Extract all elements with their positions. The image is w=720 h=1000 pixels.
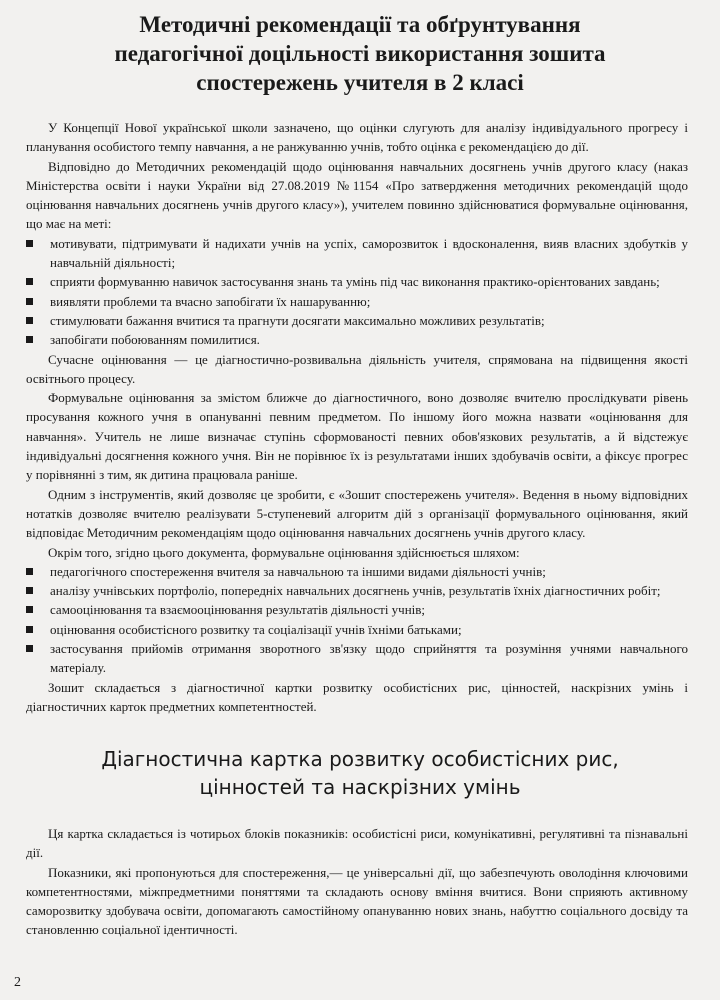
list-item: застосування прийомів отримання зворотного зв'язку щодо сприйняття та розуміння учнями навчального матеріалу.	[26, 639, 688, 678]
square-bullet-icon	[26, 568, 33, 575]
paragraph-notebook-structure: Зошит складається з діагностичної картки розвитку особистісних рис, цінностей, наскрізних умінь і діагностичних карток предметних компетентностей.	[26, 679, 688, 714]
square-bullet-icon	[26, 626, 33, 633]
list-item: сприяти формуванню навичок застосування знань та умінь під час виконання практико-орієнтованих завдань;	[26, 272, 688, 291]
page-title	[30, 10, 690, 97]
methods-list	[26, 562, 688, 678]
square-bullet-icon	[26, 606, 33, 613]
title-line-2: педагогічної доцільності використання зошита	[114, 41, 606, 66]
page-number: 2	[14, 975, 21, 990]
paragraph-notebook: Одним з інструментів, який дозволяє це зробити, є «Зошит спостережень учителя». Ведення в ньому відповідних нотатків дозволяє вчителю реалізувати 5-ступеневий алгоритм дій з організації формувального оцінювання, який відповідає Методичним рекомендаціям щодо оцінювання навчальних досягнень учнів другого класу.	[26, 486, 688, 541]
square-bullet-icon	[26, 317, 33, 324]
section-diagnostic-card	[26, 824, 688, 940]
subtitle-line-1: Діагностична картка розвитку особистісних рис,	[101, 747, 619, 771]
paragraph-recommendations: Відповідно до Методичних рекомендацій щодо оцінювання навчальних досягнень учнів другого класу (наказ Міністерства освіти і науки України від 27.08.2019 №1154 «Про затвердження методичних рекомендацій щодо оцінювання навчальних досягнень учнів другого класу»), учителем повинно здійснюватися формувальне оцінювання, що має на меті:	[26, 158, 688, 232]
title-line-1: Методичні рекомендації та обґрунтування	[139, 12, 581, 37]
square-bullet-icon	[26, 645, 33, 652]
list-item: виявляти проблеми та вчасно запобігати їх нашаруванню;	[26, 292, 688, 311]
goals-list	[26, 234, 688, 350]
title-line-3: спостережень учителя в 2 класі	[196, 70, 524, 95]
list-item: самооцінювання та взаємооцінювання результатів діяльності учнів;	[26, 600, 688, 619]
square-bullet-icon	[26, 298, 33, 305]
square-bullet-icon	[26, 336, 33, 343]
list-item: аналізу учнівських портфоліо, попередніх навчальних досягнень учнів, результатів їхніх діагностичних робіт;	[26, 581, 688, 600]
list-item: запобігати побоюванням помилитися.	[26, 330, 688, 349]
paragraph-methods-intro: Окрім того, згідно цього документа, формувальне оцінювання здійснюється шляхом:	[48, 544, 520, 560]
square-bullet-icon	[26, 240, 33, 247]
paragraph-modern-assessment: Сучасне оцінювання — це діагностично-розвивальна діяльність учителя, спрямована на підвищення якості освітнього процесу.	[26, 351, 688, 386]
subtitle-line-2: цінностей та наскрізних умінь	[199, 775, 521, 799]
list-item: стимулювати бажання вчитися та прагнути досягати максимально можливих результатів;	[26, 311, 688, 330]
paragraph-concept: У Концепції Нової української школи зазначено, що оцінки слугують для аналізу індивідуального прогресу і планування особистого темпу навчання, а не ранжуванню учнів, тобто оцінка є рекомендацією до дії.	[26, 120, 688, 155]
list-item: педагогічного спостереження вчителя за навчальною та іншими видами діяльності учнів;	[26, 562, 688, 581]
list-item: мотивувати, підтримувати й надихати учнів на успіх, саморозвиток і вдосконалення, вияв власних здобутків у навчальній діяльності;	[26, 234, 688, 273]
list-item: оцінювання особистісного розвитку та соціалізації учнів їхніми батьками;	[26, 620, 688, 639]
square-bullet-icon	[26, 278, 33, 285]
section-methodology	[26, 118, 688, 716]
square-bullet-icon	[26, 587, 33, 594]
paragraph-formative-assessment: Формувальне оцінювання за змістом ближче до діагностичного, воно дозволяє вчителю прослідкувати рівень просування кожного учня в опануванні певним предметом. По іншому його можна назвати «оцінювання для навчання». Учитель не лише визначає ступінь сформованості певних обов'язкових результатів, а й відстежує індивідуальні досягнення кожного учня. Він не порівнює їх із результатами інших здобувачів освіти, а фіксує прогрес у порівнянні з тим, як дитина працювала раніше.	[26, 390, 688, 483]
paragraph-card-blocks: Ця картка складається із чотирьох блоків показників: особистісні риси, комунікативні, регулятивні та пізнавальні дії.	[26, 826, 688, 861]
section-heading	[30, 745, 690, 801]
paragraph-indicators: Показники, які пропонуються для спостереження,— це універсальні дії, що забезпечують оволодіння ключовими компетентностями, міжпредметними поняттями та складають основу вміння вчитися. Вони сприяють активному саморозвитку здобувача освіти, допомагають самостійному опануванню нових знань, набуттю соціального досвіду та становленню соціальної ідентичності.	[26, 864, 688, 938]
